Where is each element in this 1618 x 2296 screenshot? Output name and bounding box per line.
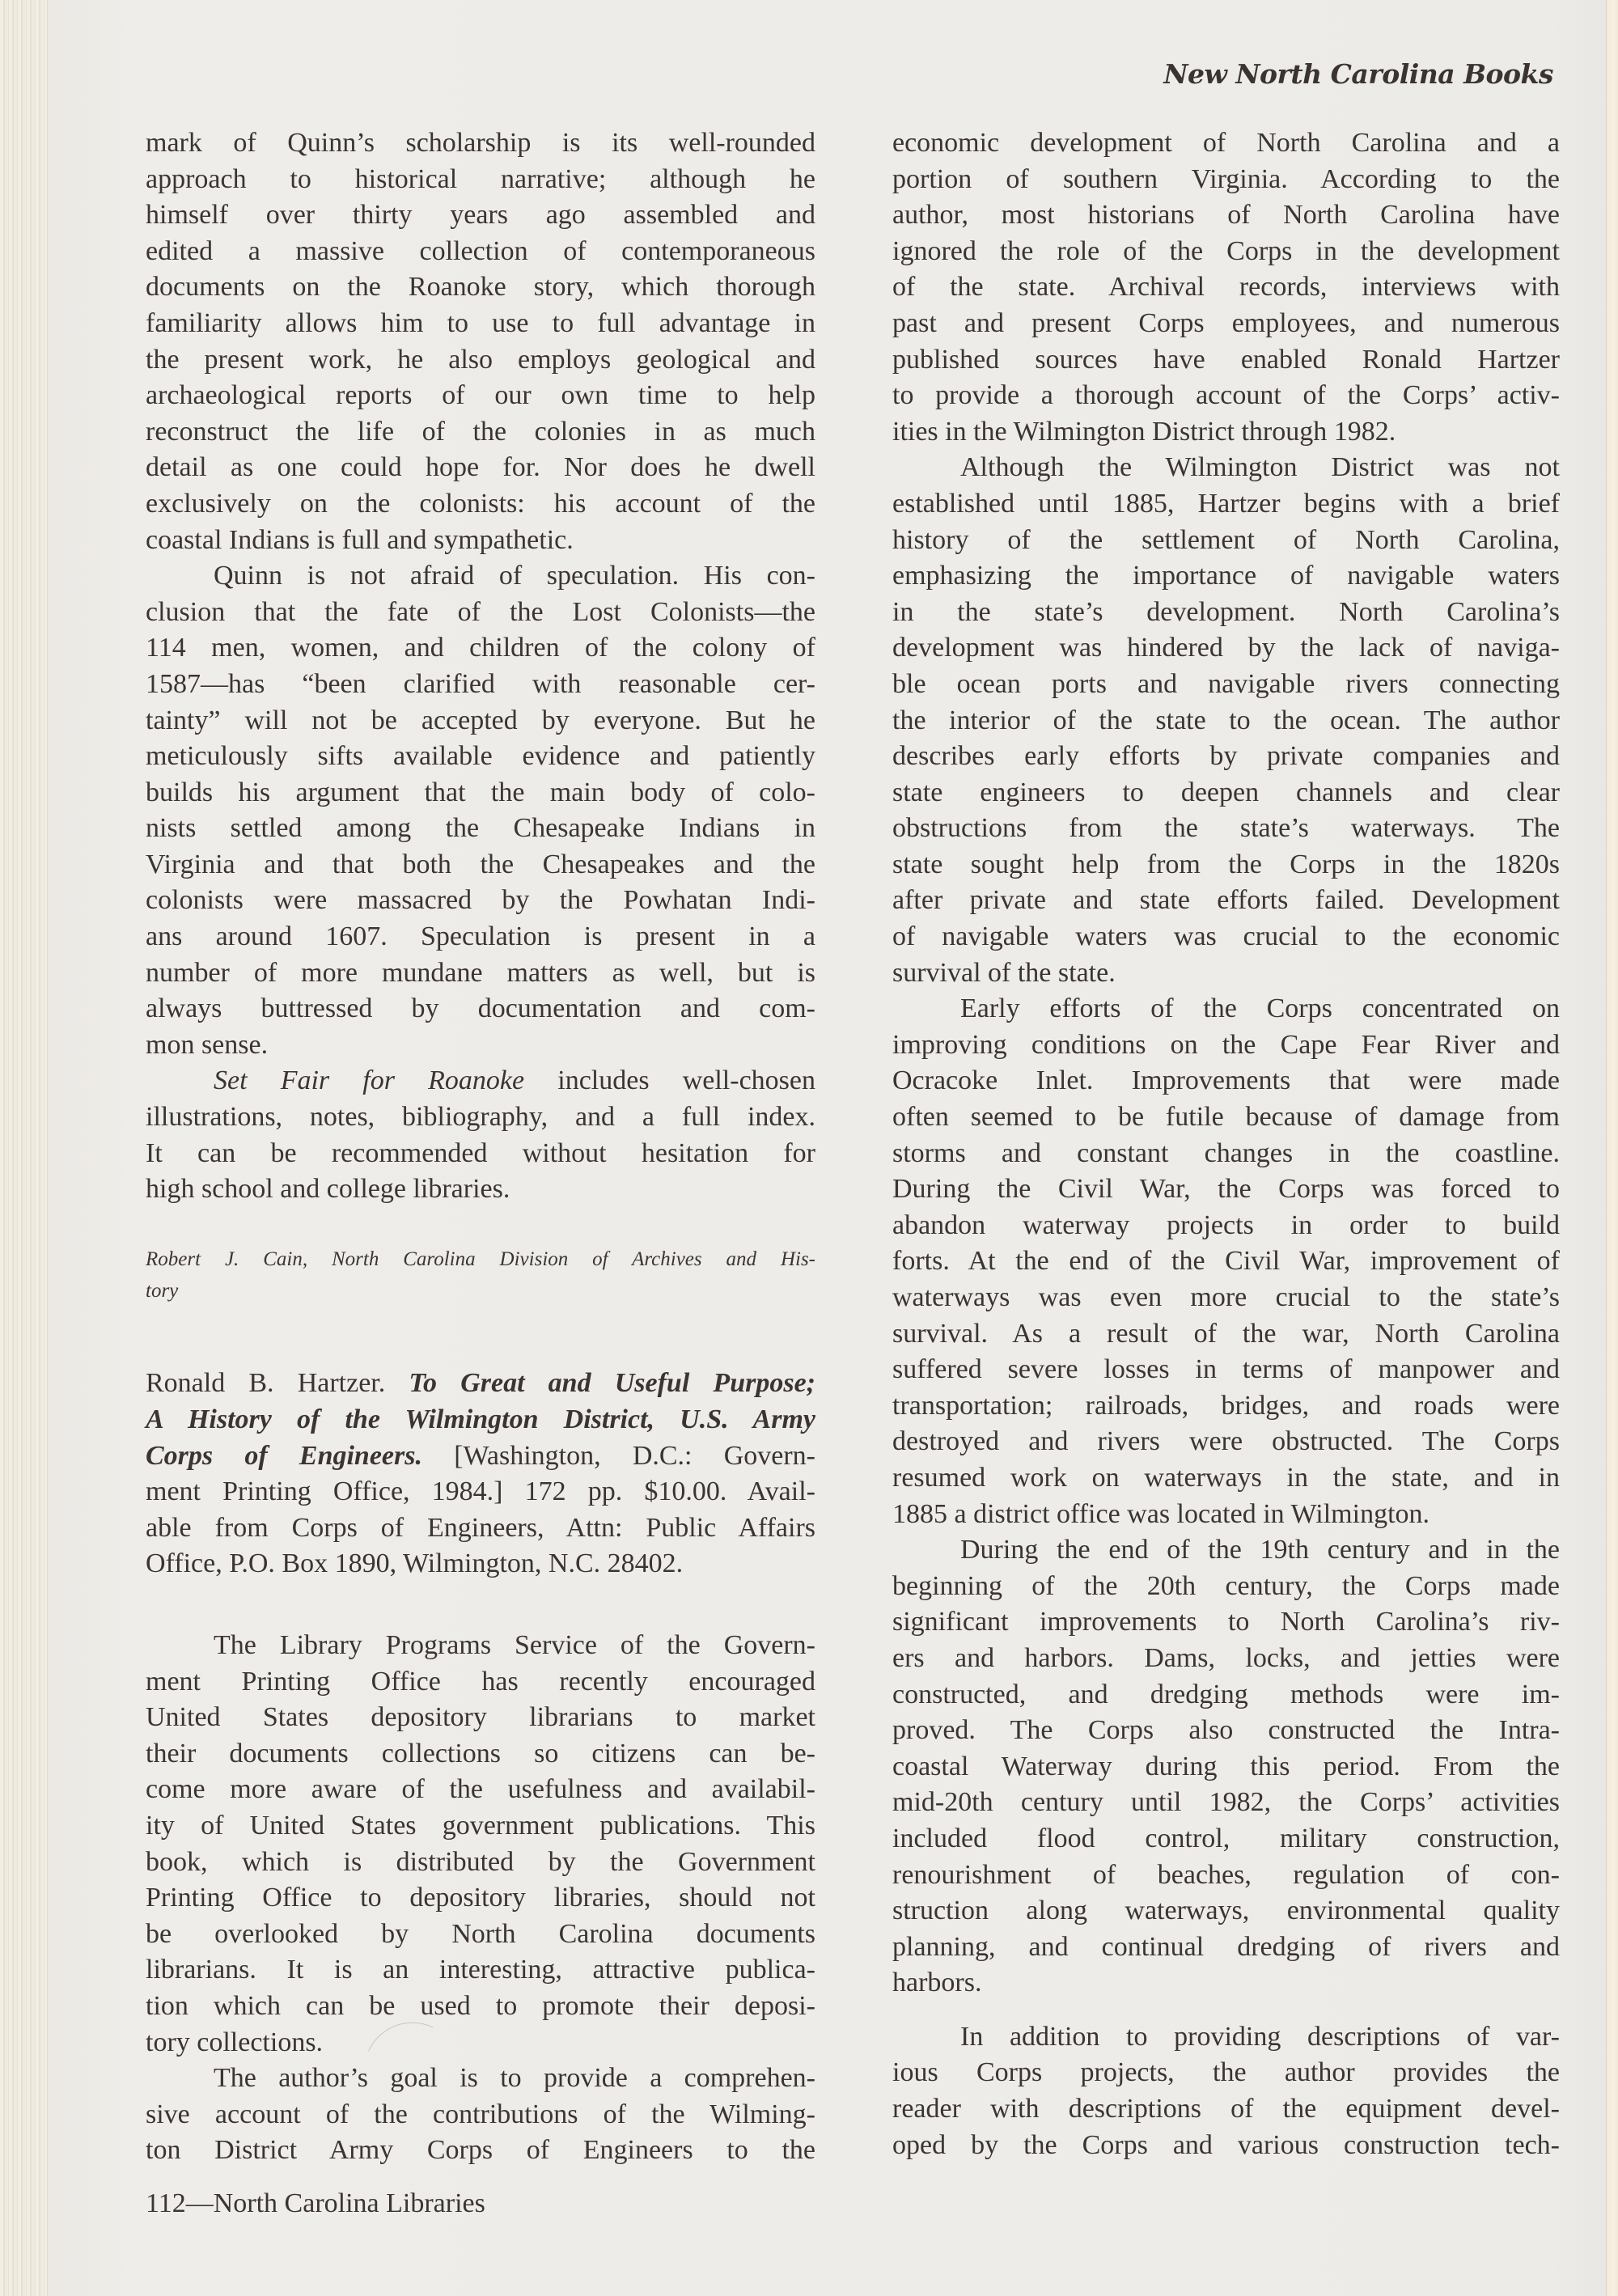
hartzer-review-paragraph-1	[146, 1628, 815, 2061]
hartzer-review-paragraph-6	[892, 1532, 1560, 2002]
text-line	[146, 1366, 815, 1402]
text-line: oped by the Corps and various construction tech-	[892, 2129, 1560, 2160]
text-line: their documents collections so citizens can be-	[146, 1738, 815, 1769]
text-line: included flood control, military construction,	[892, 1823, 1560, 1853]
text-line: abandon waterway projects in order to build	[892, 1209, 1560, 1240]
text-line	[146, 1438, 815, 1475]
text-line: 1587—has “been clarified with reasonable cer-	[146, 668, 815, 699]
text-line: librarians. It is an interesting, attractive publica-	[146, 1955, 815, 1985]
text-line: coastal Indians is full and sympathetic.	[146, 524, 574, 555]
running-head: New North Carolina Books	[1163, 58, 1553, 90]
text-line: author, most historians of North Carolina have	[892, 200, 1560, 231]
text-line: transportation; railroads, bridges, and roads were	[892, 1390, 1560, 1421]
text-line: to provide a thorough account of the Corps’ activ-	[892, 380, 1560, 411]
text-line: coastal Waterway during this period. From the	[892, 1751, 1560, 1781]
text-line: destroyed and rivers were obstructed. The Corps	[892, 1426, 1560, 1457]
text-line: ious Corps projects, the author provides the	[892, 2057, 1560, 2088]
hartzer-citation	[146, 1366, 815, 1582]
text-line: planning, and continual dredging of rivers and	[892, 1931, 1560, 1962]
text-line: Quinn is not afraid of speculation. His con-	[214, 561, 815, 591]
text-line: ment Printing Office, 1984.] 172 pp. $10.00. Avail-	[146, 1476, 815, 1507]
hartzer-review-paragraph-3	[892, 125, 1560, 450]
text-line: 1885 a district office was located in Wilmington.	[892, 1498, 1430, 1529]
text-line: tory collections.	[146, 2027, 324, 2057]
text-line: past and present Corps employees, and numerous	[892, 307, 1560, 338]
text-line: struction along waterways, environmental quality	[892, 1896, 1560, 1926]
text-line: tion which can be used to promote their deposi-	[146, 1990, 815, 2021]
text-line: reader with descriptions of the equipment devel-	[892, 2094, 1560, 2124]
text-line: development was hindered by the lack of naviga-	[892, 633, 1560, 663]
text-line: Early efforts of the Corps concentrated on	[960, 993, 1560, 1024]
text-line: high school and college libraries.	[146, 1174, 510, 1205]
text-line: history of the settlement of North Carolina,	[892, 524, 1560, 555]
text-line: colonists were massacred by the Powhatan Indi-	[146, 885, 815, 916]
text-line: after private and state efforts failed. Development	[892, 885, 1560, 916]
text-line: himself over thirty years ago assembled and	[146, 200, 815, 231]
text-line: survival of the state.	[892, 957, 1116, 988]
text-line: edited a massive collection of contemporaneous	[146, 235, 815, 266]
text-line: survival. As a result of the war, North Carolina	[892, 1318, 1560, 1349]
text-line: resumed work on waterways in the state, and in	[892, 1462, 1560, 1493]
text-line: able from Corps of Engineers, Attn: Public Affairs	[146, 1512, 815, 1543]
quinn-review-paragraph-2	[146, 558, 815, 1063]
text-line: detail as one could hope for. Nor does he dwell	[146, 452, 815, 483]
hartzer-review-paragraph-5	[892, 991, 1560, 1532]
text-line: ities in the Wilmington District through 1982.	[892, 416, 1396, 447]
text-line: In addition to providing descriptions of var-	[960, 2021, 1560, 2052]
text-line: established until 1885, Hartzer begins with a brief	[892, 488, 1560, 519]
text-line: state engineers to deepen channels and clear	[892, 777, 1560, 807]
text-line: storms and constant changes in the coastline.	[892, 1137, 1560, 1168]
spacer	[892, 2002, 1560, 2019]
book-title-italic: Set Fair for Roanoke	[214, 1065, 525, 1096]
text-line: illustrations, notes, bibliography, and a full index.	[146, 1102, 815, 1133]
text-line: archaeological reports of our own time to help	[146, 380, 815, 411]
text-line: the present work, he also employs geological and	[146, 344, 815, 375]
text-span: [Washington, D.C.: Govern-	[421, 1440, 815, 1471]
text-line: the interior of the state to the ocean. The author	[892, 705, 1560, 735]
text-line: It can be recommended without hesitation for	[146, 1137, 815, 1168]
text-line: ers and harbors. Dams, locks, and jetties were	[892, 1642, 1560, 1673]
text-line: ton District Army Corps of Engineers to the	[146, 2135, 815, 2166]
citation-author: Ronald B. Hartzer.	[146, 1368, 409, 1399]
text-line: ble ocean ports and navigable rivers connecting	[892, 668, 1560, 699]
text-line: mid-20th century until 1982, the Corps’ activities	[892, 1787, 1560, 1818]
text-line: emphasizing the importance of navigable waters	[892, 561, 1560, 591]
text-line: 114 men, women, and children of the colony of	[146, 633, 815, 663]
text-line: Ocracoke Inlet. Improvements that were made	[892, 1065, 1560, 1096]
text-line: ity of United States government publications. This	[146, 1810, 815, 1841]
text-line: of navigable waters was crucial to the economic	[892, 921, 1560, 952]
text-line: ment Printing Office has recently encouraged	[146, 1666, 815, 1697]
text-line: economic development of North Carolina and a	[892, 128, 1560, 158]
text-line: United States depository librarians to market	[146, 1702, 815, 1733]
text-line: sive account of the contributions of the Wilming-	[146, 2099, 815, 2129]
text-line: The Library Programs Service of the Govern-	[214, 1629, 815, 1660]
text-line: Robert J. Cain, North Carolina Division of Archives and His-	[146, 1248, 815, 1271]
text-line: often seemed to be futile because of damage from	[892, 1102, 1560, 1133]
hartzer-review-paragraph-2	[146, 2061, 815, 2169]
text-line: ans around 1607. Speculation is present in a	[146, 921, 815, 952]
text-line: in the state’s development. North Carolina’s	[892, 596, 1560, 627]
text-line: portion of southern Virginia. According to the	[892, 163, 1560, 194]
text-line: proved. The Corps also constructed the Intra-	[892, 1715, 1560, 1746]
text-line: obstructions from the state’s waterways. The	[892, 813, 1560, 844]
text-line: forts. At the end of the Civil War, improvement of	[892, 1246, 1560, 1277]
text-line: harbors.	[892, 1968, 982, 1998]
text-line: describes early efforts by private companies and	[892, 741, 1560, 772]
text-line: During the Civil War, the Corps was forced to	[892, 1174, 1560, 1205]
text-line: Virginia and that both the Chesapeakes and the	[146, 849, 815, 879]
text-line: familiarity allows him to use to full advantage in	[146, 307, 815, 338]
quinn-review-paragraph-3	[146, 1063, 815, 1207]
hartzer-review-paragraph-7	[892, 2019, 1560, 2163]
left-column	[146, 125, 815, 2169]
text-line: tainty” will not be accepted by everyone. But he	[146, 705, 815, 735]
text-line: come more aware of the usefulness and availabil-	[146, 1774, 815, 1805]
text-line: nists settled among the Chesapeake Indians in	[146, 813, 815, 844]
citation-title: A History of the Wilmington District, U.S. Army	[146, 1404, 815, 1434]
citation-title: Corps of Engineers.	[146, 1440, 422, 1471]
text-line: published sources have enabled Ronald Hartzer	[892, 344, 1560, 375]
text-line: meticulously sifts available evidence and patiently	[146, 741, 815, 772]
text-line: approach to historical narrative; although he	[146, 163, 815, 194]
quinn-review-paragraph-1	[146, 125, 815, 558]
text-line: reconstruct the life of the colonies in as much	[146, 416, 815, 447]
text-line: During the end of the 19th century and in the	[960, 1535, 1560, 1565]
facing-page-edge	[1606, 0, 1618, 2296]
text-line: Printing Office to depository libraries, should not	[146, 1883, 815, 1913]
text-span: includes well-chosen	[524, 1065, 815, 1096]
text-line: state sought help from the Corps in the 1820s	[892, 849, 1560, 879]
text-line: improving conditions on the Cape Fear River and	[892, 1029, 1560, 1060]
right-column	[892, 125, 1560, 2163]
text-line: suffered severe losses in terms of manpower and	[892, 1354, 1560, 1385]
text-line: of the state. Archival records, interviews with	[892, 272, 1560, 303]
text-line: documents on the Roanoke story, which thorough	[146, 272, 815, 303]
text-line: book, which is distributed by the Government	[146, 1846, 815, 1877]
citation-title: To Great and Useful Purpose;	[409, 1368, 815, 1399]
text-line: significant improvements to North Carolina’s riv-	[892, 1607, 1560, 1637]
spacer	[146, 1208, 815, 1244]
text-line: Office, P.O. Box 1890, Wilmington, N.C. 28402.	[146, 1548, 684, 1579]
text-line: builds his argument that the main body of colo-	[146, 777, 815, 807]
hartzer-review-paragraph-4	[892, 450, 1560, 991]
text-line: clusion that the fate of the Lost Colonists—the	[146, 596, 815, 627]
text-line: Although the Wilmington District was not	[960, 452, 1560, 483]
text-line: The author’s goal is to provide a comprehen-	[214, 2063, 815, 2094]
text-line: mon sense.	[146, 1029, 269, 1060]
text-line: tory	[146, 1280, 179, 1303]
page-stack-edges	[0, 0, 47, 2296]
text-line: renourishment of beaches, regulation of con-	[892, 1859, 1560, 1890]
text-line: mark of Quinn’s scholarship is its well-rounded	[146, 128, 815, 158]
text-line: ignored the role of the Corps in the development	[892, 235, 1560, 266]
text-line: always buttressed by documentation and com-	[146, 993, 815, 1024]
text-line: exclusively on the colonists: his account of the	[146, 488, 815, 519]
text-line: number of more mundane matters as well, but is	[146, 957, 815, 988]
text-line	[146, 1063, 815, 1099]
reviewer-byline	[146, 1243, 815, 1307]
text-line: waterways was even more crucial to the state’s	[892, 1282, 1560, 1312]
text-line: beginning of the 20th century, the Corps made	[892, 1570, 1560, 1601]
text-line: be overlooked by North Carolina documents	[146, 1918, 815, 1949]
text-line: constructed, and dredging methods were im-	[892, 1679, 1560, 1709]
spacer	[146, 1582, 815, 1628]
spacer	[146, 1307, 815, 1366]
page-footer: 112—North Carolina Libraries	[146, 2188, 485, 2218]
